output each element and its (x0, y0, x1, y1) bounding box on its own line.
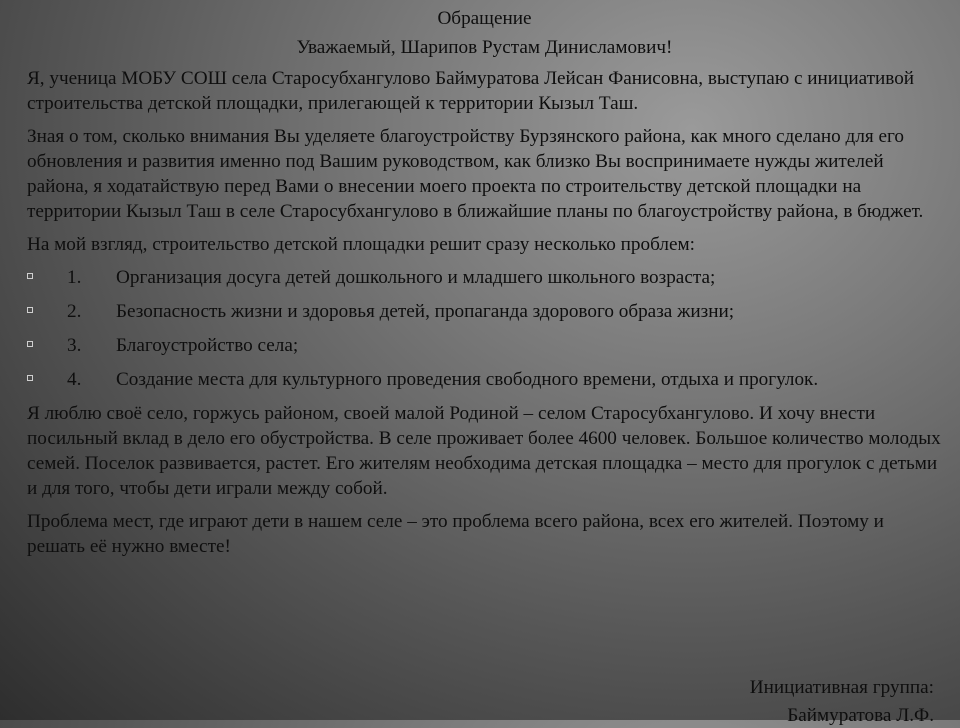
list-item-number: 2. (67, 301, 82, 322)
list-item-number: 3. (67, 335, 82, 356)
problems-list (27, 265, 942, 392)
list-item (27, 265, 942, 290)
list-item-number: 1. (67, 267, 82, 288)
list-item (27, 367, 942, 392)
list-item (27, 299, 942, 324)
signature-group: Инициативная группа: (749, 677, 934, 698)
list-item (27, 333, 942, 358)
appeal-title: Обращение (437, 8, 532, 29)
list-item-text: Безопасность жизни и здоровья детей, пропаганда здорового образа жизни; (116, 301, 735, 322)
square-bullet-icon (27, 375, 33, 381)
greeting-line: Уважаемый, Шарипов Рустам Динисламович! (296, 37, 673, 58)
conclusion-paragraph: Проблема мест, где играют дети в нашем селе – это проблема всего района, всех его жителей. Поэтому и решать её нужно вместе! (27, 511, 884, 557)
list-item-number: 4. (67, 369, 82, 390)
square-bullet-icon (27, 307, 33, 313)
list-item-text: Благоустройство села; (116, 335, 299, 356)
square-bullet-icon (27, 273, 33, 279)
problems-intro-paragraph: На мой взгляд, строительство детской площадки решит сразу несколько проблем: (27, 234, 695, 255)
village-paragraph: Я люблю своё село, горжусь районом, своей малой Родиной – селом Старосубхангулово. И хочу внести посильный вклад в дело его обустройства. В селе проживает более 4600 человек. Большое количество молодых семей. Поселок развивается, растет. Его жителям необходима детская площадка – место для прогулок с детьми и для того, чтобы дети играли между собой. (27, 403, 941, 499)
list-item-text: Создание места для культурного проведения свободного времени, отдыха и прогулок. (116, 369, 819, 390)
list-item-text: Организация досуга детей дошкольного и младшего школьного возраста; (116, 267, 716, 288)
appeal-text-body (27, 6, 942, 567)
square-bullet-icon (27, 341, 33, 347)
request-paragraph: Зная о том, сколько внимания Вы уделяете благоустройству Бурзянского района, как много сделано для его обновления и развития именно под Вашим руководством, как близко Вы воспринимаете нужды жителей района, я ходатайствую перед Вами о внесении моего проекта по строительству детской площадки на территории Кызыл Таш в селе Старосубхангулово в ближайшие планы по благоустройству района, в бюджет. (27, 126, 924, 222)
signature-name: Баймуратова Л.Ф. (787, 705, 934, 726)
intro-paragraph: Я, ученица МОБУ СОШ села Старосубхангулово Баймуратова Лейсан Фанисовна, выступаю с инициативой строительства детской площадки, прилегающей к территории Кызыл Таш. (27, 68, 915, 114)
